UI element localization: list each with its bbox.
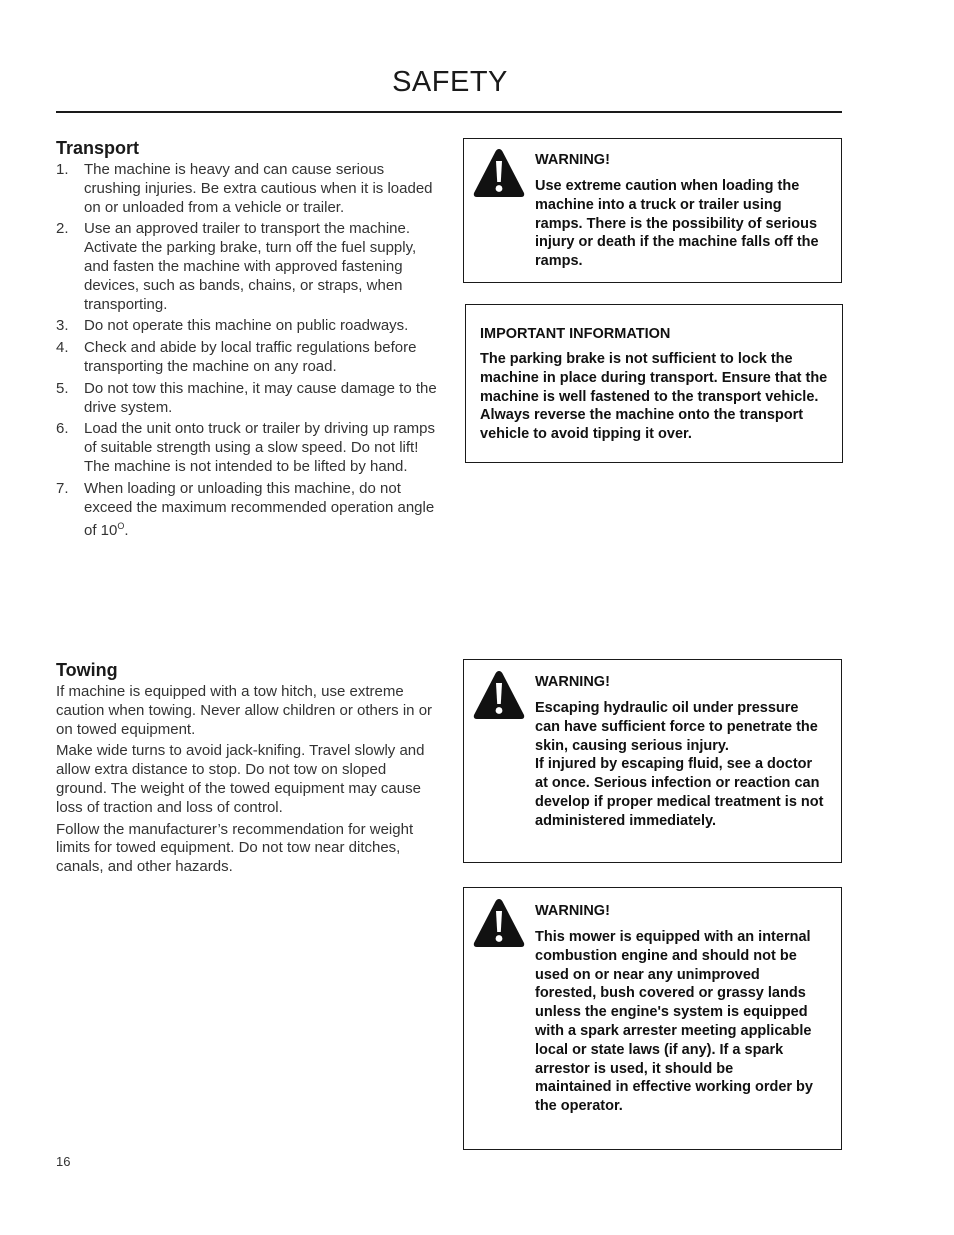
warning-text: This mower is equipped with an internal combustion engine and should not be used on or near any unimproved forested, bush covered or grassy lands unless the engine's system is equipped with a spark arrester meeting applicable local or state laws (if any). If a spark arrestor is used, it should be maintained in effective working order by the operator. bbox=[535, 929, 813, 1115]
warning-body bbox=[535, 177, 831, 271]
list-item-text: Check and abide by local traffic regulations before transporting the machine on any road. bbox=[84, 339, 417, 375]
list-item bbox=[56, 420, 438, 476]
warning-body bbox=[535, 699, 825, 831]
list-item bbox=[56, 339, 438, 377]
towing-heading: Towing bbox=[56, 660, 118, 680]
title-divider bbox=[56, 111, 842, 113]
list-item bbox=[56, 161, 438, 217]
list-item-end: . bbox=[124, 522, 129, 540]
list-item-text: Do not operate this machine on public roadways. bbox=[84, 317, 409, 335]
list-item-number: 3. bbox=[56, 317, 69, 335]
warning-text: Use extreme caution when loading the machine into a truck or trailer using ramps. There is the possibility of serious injury or death if the machine falls off the ramps. bbox=[535, 178, 819, 270]
list-item-number: 2. bbox=[56, 220, 69, 238]
transport-steps-list bbox=[56, 161, 438, 544]
warning-triangle-icon bbox=[472, 670, 526, 720]
list-item-text: Do not tow this machine, it may cause damage to the drive system. bbox=[84, 379, 437, 416]
list-item bbox=[56, 480, 438, 541]
list-item bbox=[56, 317, 438, 336]
list-item bbox=[56, 380, 438, 418]
important-info-text: The parking brake is not sufficient to lock the machine in place during transport. Ensure that the machine is well fastened to the transport vehicle. Always reverse the machine onto the transport vehicle to avoid tipping it over. bbox=[480, 351, 828, 443]
warning-box-spark bbox=[463, 887, 842, 1150]
warning-triangle-icon bbox=[472, 148, 526, 198]
list-item-number: 5. bbox=[56, 379, 69, 397]
paragraph: Follow the manufacturer’s recommendation for weight limits for towed equipment. Do not tow near ditches, canals, and other hazards. bbox=[56, 820, 414, 876]
paragraph: Make wide turns to avoid jack-knifing. Travel slowly and allow extra distance to stop. Do not tow on sloped ground. The weight of the towed equipment may cause loss of traction and loss of control. bbox=[56, 742, 425, 816]
warning-heading: WARNING! bbox=[535, 903, 610, 919]
list-item-number: 6. bbox=[56, 420, 69, 438]
warning-body bbox=[535, 928, 813, 1116]
page-title: SAFETY bbox=[392, 66, 508, 98]
warning-triangle-icon bbox=[472, 898, 526, 948]
page-number: 16 bbox=[56, 1154, 71, 1169]
list-item-number: 1. bbox=[56, 161, 69, 178]
degree-superscript: O bbox=[117, 521, 125, 532]
list-item-number: 7. bbox=[56, 479, 69, 497]
warning-box-loading bbox=[463, 138, 842, 283]
transport-heading: Transport bbox=[56, 138, 140, 158]
important-info-box bbox=[465, 304, 843, 463]
important-info-heading: IMPORTANT INFORMATION bbox=[480, 326, 671, 342]
list-item-number: 4. bbox=[56, 339, 69, 357]
important-info-body bbox=[480, 350, 832, 444]
paragraph: If machine is equipped with a tow hitch, use extreme caution when towing. Never allow children or others in or on towed equipment. bbox=[56, 683, 433, 738]
towing-text bbox=[56, 683, 436, 880]
warning-text: Escaping hydraulic oil under pressure can have sufficient force to penetrate the skin, causing serious injury. bbox=[535, 700, 818, 754]
warning-heading: WARNING! bbox=[535, 674, 610, 690]
warning-box-hydraulic bbox=[463, 659, 842, 863]
warning-text: If injured by escaping fluid, see a doctor at once. Serious infection or reaction can develop if proper medical treatment is not administered immediately. bbox=[535, 756, 824, 829]
list-item-text: When loading or unloading this machine, do not exceed the maximum recommended operation angle of 10 bbox=[84, 479, 435, 540]
list-item bbox=[56, 220, 438, 314]
list-item-text: Use an approved trailer to transport the machine. Activate the parking brake, turn off the fuel supply, and fasten the machine with approved fastening devices, such as bands, chains, or straps, when transporting. bbox=[84, 220, 417, 313]
list-item-text: Load the unit onto truck or trailer by driving up ramps of suitable strength using a slow speed. Do not lift! The machine is not intended to be lifted by hand. bbox=[84, 420, 436, 475]
list-item-text: The machine is heavy and can cause serious crushing injuries. Be extra cautious when it is loaded on or unloaded from a vehicle or trailer. bbox=[84, 161, 433, 216]
warning-heading: WARNING! bbox=[535, 152, 610, 168]
